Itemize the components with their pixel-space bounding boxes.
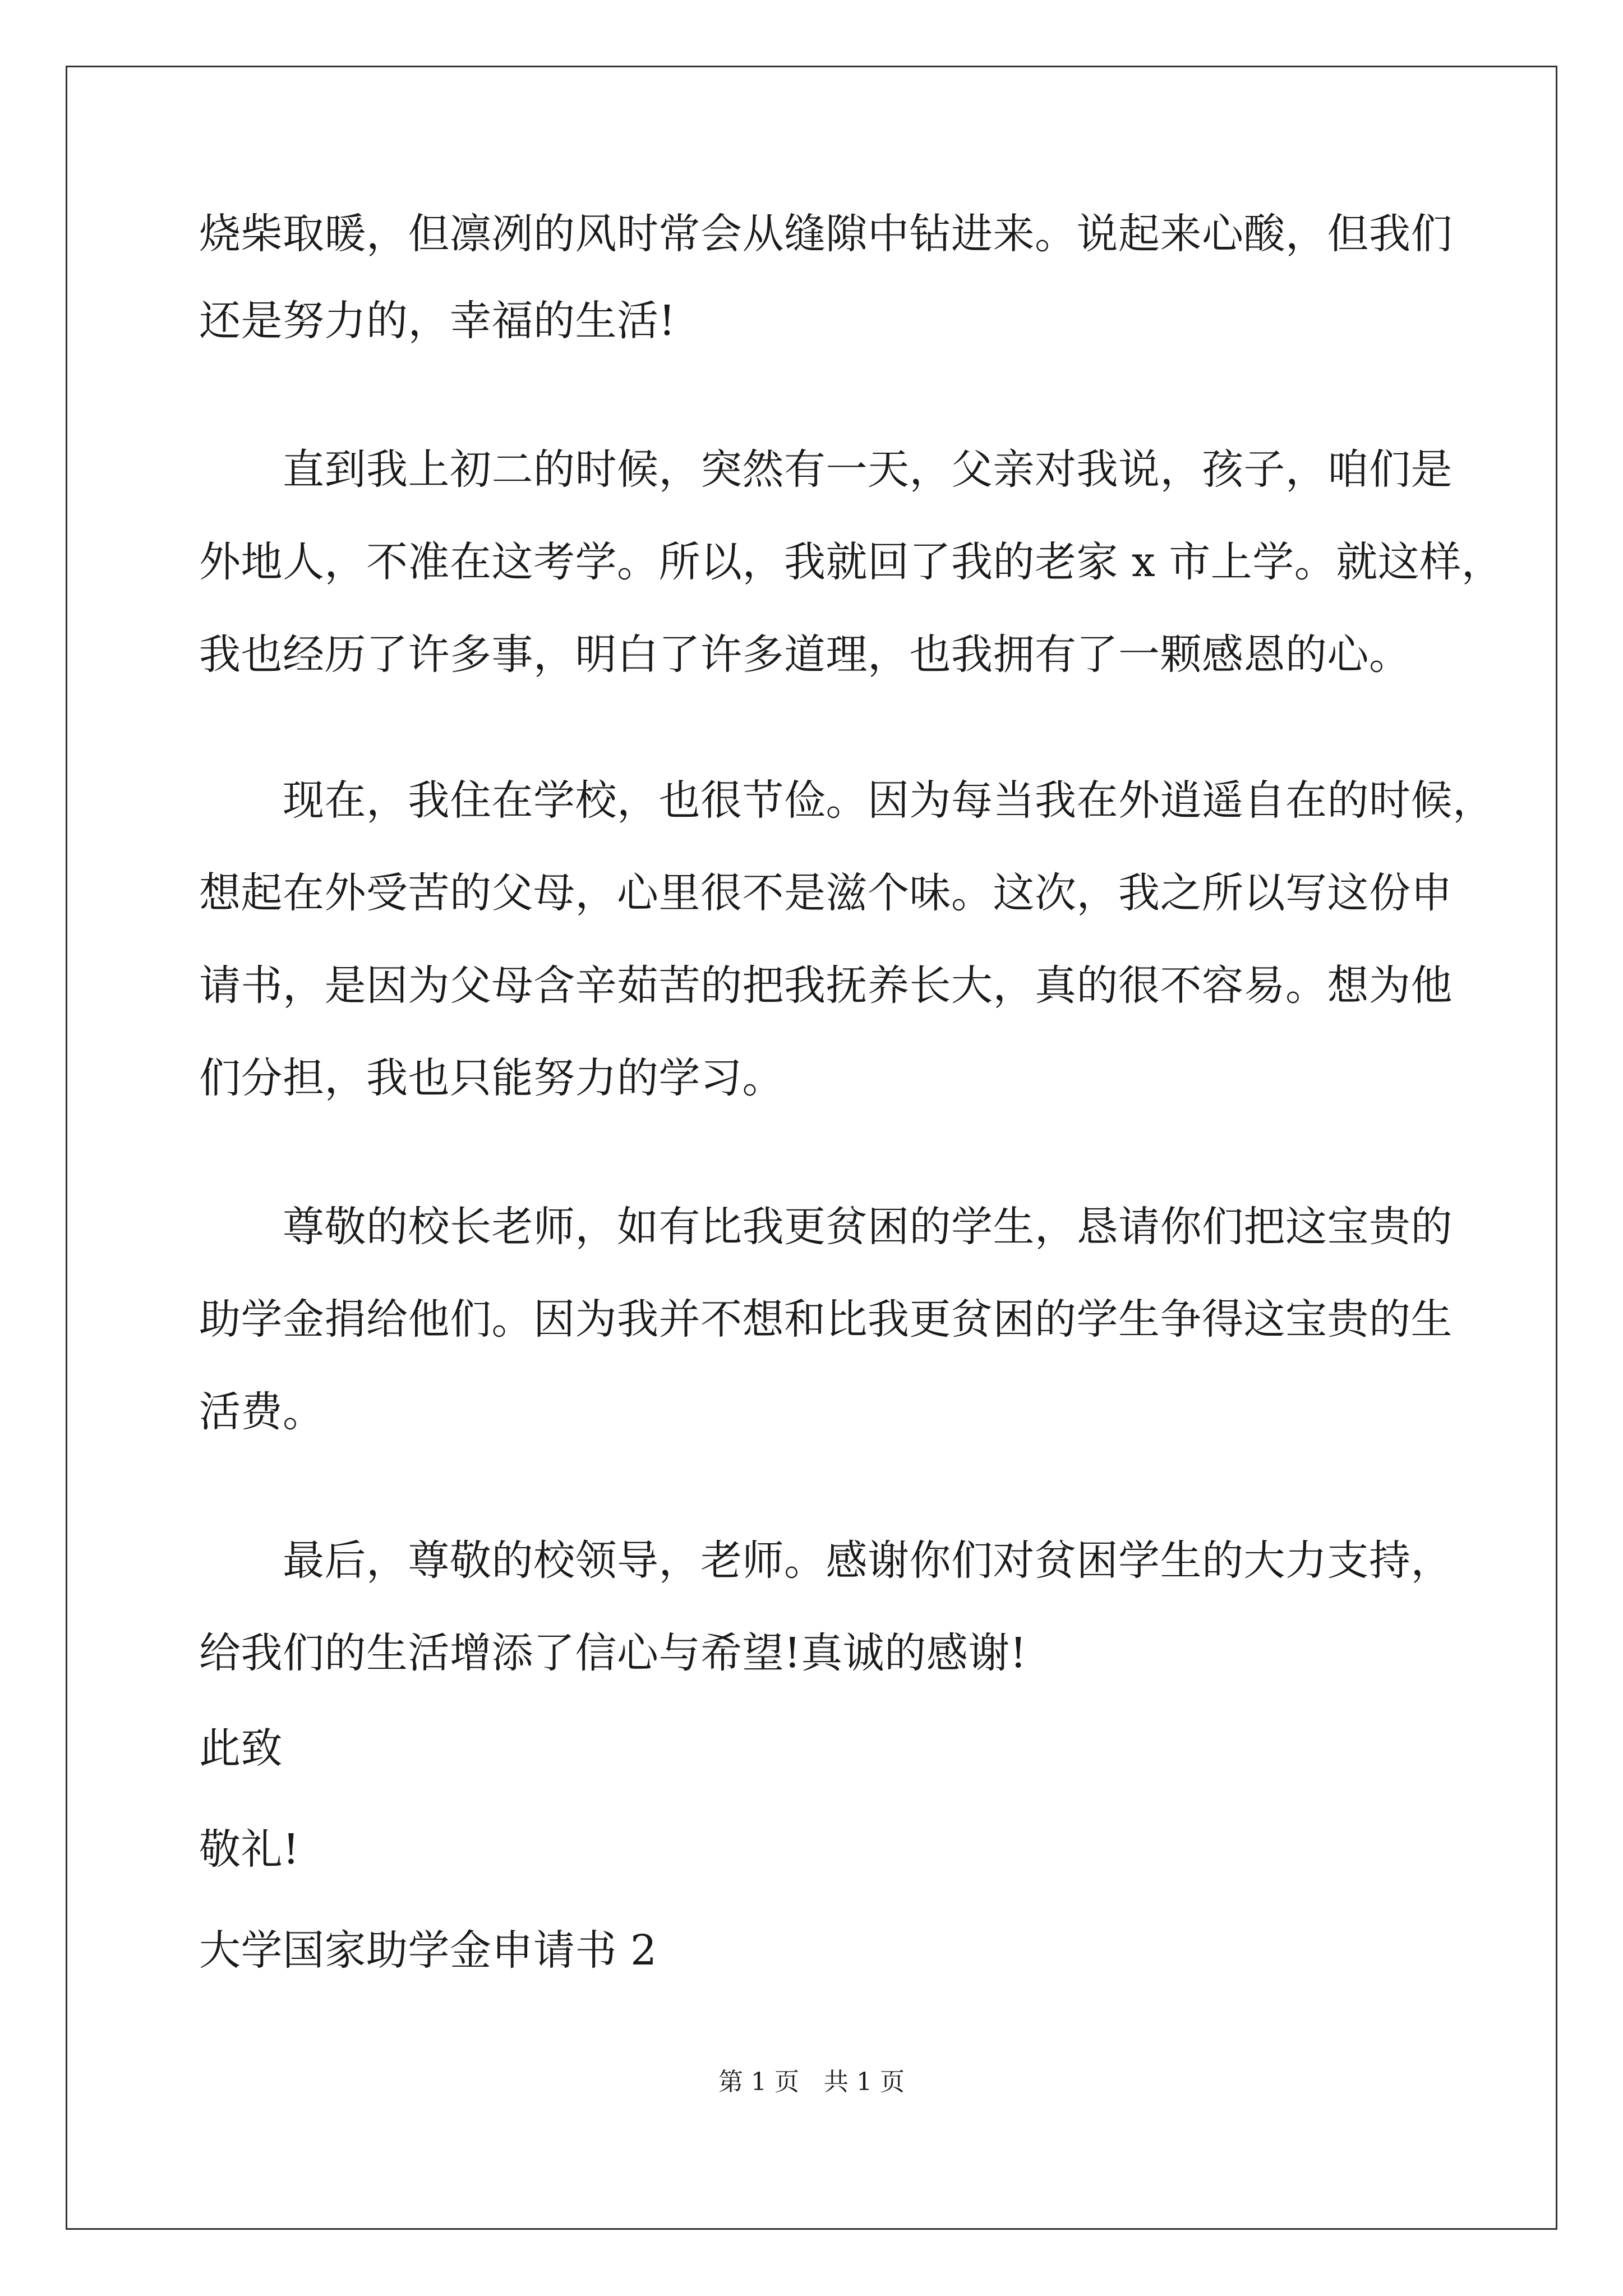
text-line: 烧柴取暖，但凛冽的风时常会从缝隙中钻进来。说起来心酸，但我们 — [199, 210, 1453, 258]
salutation-line: 敬礼! — [199, 1825, 300, 1874]
text-line: 助学金捐给他们。因为我并不想和比我更贫困的学生争得这宝贵的生 — [199, 1295, 1453, 1343]
text-line: 请书，是因为父母含辛茹苦的把我抚养长大，真的很不容易。想为他 — [199, 961, 1453, 1010]
paragraph-line: 现在，我住在学校，也很节俭。因为每当我在外逍遥自在的时候， — [199, 776, 1495, 825]
text-line: 给我们的生活增添了信心与希望!真诚的感谢! — [199, 1629, 1027, 1677]
text-line: 外地人，不准在这考学。所以，我就回了我的老家 x 市上学。就这样， — [199, 538, 1504, 586]
text-line: 想起在外受苦的父母，心里很不是滋个味。这次，我之所以写这份申 — [199, 869, 1453, 917]
text-line: 活费。 — [199, 1388, 325, 1436]
closing-line: 此致 — [199, 1724, 283, 1773]
paragraph-line: 最后，尊敬的校领导，老师。感谢你们对贫困学生的大力支持， — [199, 1536, 1453, 1585]
paragraph-line: 直到我上初二的时候，突然有一天，父亲对我说，孩子，咱们是 — [199, 445, 1453, 494]
paragraph-line: 尊敬的校长老师，如有比我更贫困的学生，恳请你们把这宝贵的 — [199, 1203, 1453, 1251]
page-number-footer: 第 1 页 共 1 页 — [718, 2068, 905, 2096]
section-heading: 大学国家助学金申请书 2 — [199, 1926, 657, 1975]
text-line: 我也经历了许多事，明白了许多道理，也我拥有了一颗感恩的心。 — [199, 631, 1411, 679]
page-border — [66, 66, 1557, 2230]
text-line: 还是努力的，幸福的生活! — [199, 297, 676, 345]
text-line: 们分担，我也只能努力的学习。 — [199, 1054, 784, 1102]
